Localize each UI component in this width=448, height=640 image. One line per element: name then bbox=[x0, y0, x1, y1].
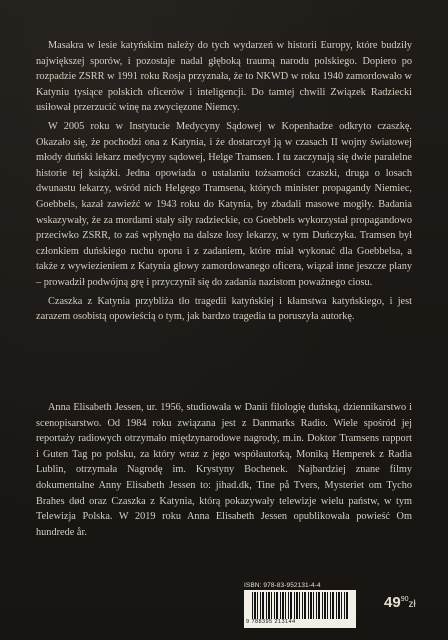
price-fraction: 90 bbox=[400, 596, 409, 603]
blurb-text bbox=[36, 38, 412, 325]
blurb-paragraph-2: W 2005 roku w Instytucie Medycyny Sądowej w Kopenhadze odkryto czaszkę. Okazało się, że pochodzi ona z Katynia, i że dostarczył ją w czasach II wojny światowej młody duński lekarz medycyny sądowej, Helge Tramsen. I tu zaczynają się dwie paralelne historie tej książki. Jedna opowiada o ustalaniu tożsamości czaszki, druga o losach dwunastu lekarzy, wśród nich Helgego Tramsena, których minister propagandy Niemiec, Goebbels, kazał zawieźć w 1943 roku do Katynia, by zbadali masowe mogiły. Badania wskazywały, że za mordami stały siły radzieckie, co Goebbels wykorzystał propagandowo przeciwko ZSRR, to zaś wpłynęło na dalsze losy lekarzy, w tym Duńczyka. Tramsen był członkiem duńskiego ruchu oporu i z zadaniem, które miał wykonać dla Goebbelsa, a także z wywiezieniem z Katynia głowy zamordowanego oficera, wiązał inne jeszcze plany – prowadził podwójną grę i przyczynił się do zadania nazistom poważnego ciosu. bbox=[36, 120, 412, 288]
price-currency: zł bbox=[408, 599, 416, 610]
author-bio-paragraph: Anna Elisabeth Jessen, ur. 1956, studiowała w Danii filologię duńską, dziennikarstwo i scenopisarstwo. Od 1984 roku związana jest z Danmarks Radio. Wiele spośród jej reportaży radiowych otrzymało międzynarodowe nagrody, m.in. Doktor Tramsens rapport i Guten Tag po polsku, za który wraz z jego współautorką, Moniką Hemperek z Radia Lublin, otrzymała Nagrodę im. Krystyny Bochenek. Najbardziej znane filmy dokumentalne Anny Elisabeth Jessen to: jihad.dk, Tine på Tvers, Mysteriet om Tycho Brahes død oraz Czaszka z Katynia, którą pokazywały telewizje wielu państw, w tym Telewizja Polska. W 2019 roku Anna Elisabeth Jessen opublikowała powieść Om hundrede år. bbox=[36, 402, 412, 538]
price-main: 49 bbox=[384, 594, 401, 611]
blurb-paragraph-3: Czaszka z Katynia przybliża tło tragedii katyńskiej i kłamstwa katyńskiego, i jest zarazem osobistą opowieścią o tym, jak bardzo tragedia ta poruszyła autorkę. bbox=[36, 295, 412, 323]
barcode-bars-icon bbox=[252, 592, 348, 619]
blurb-paragraph-1: Masakra w lesie katyńskim należy do tych wydarzeń w historii Europy, które budziły największej sporów, i pozostaje nadal głęboką traumą narodu polskiego. Dopiero po rozpadzie ZSRR w 1991 roku Rosja przyznała, że to NKWD w roku 1940 zamordowało w Katyniu tysiące polskich oficerów i inteligencji. Do tamtej chwili Związek Radziecki usiłował przerzucić winę na zwycięzone Niemcy. bbox=[36, 40, 412, 114]
price-tag bbox=[384, 594, 416, 612]
barcode bbox=[244, 590, 356, 628]
isbn-barcode bbox=[244, 582, 374, 628]
author-bio bbox=[36, 400, 412, 540]
barcode-digits: 9 788395 213144 bbox=[246, 619, 296, 625]
isbn-label: ISBN: 978-83-952131-4-4 bbox=[244, 582, 321, 589]
